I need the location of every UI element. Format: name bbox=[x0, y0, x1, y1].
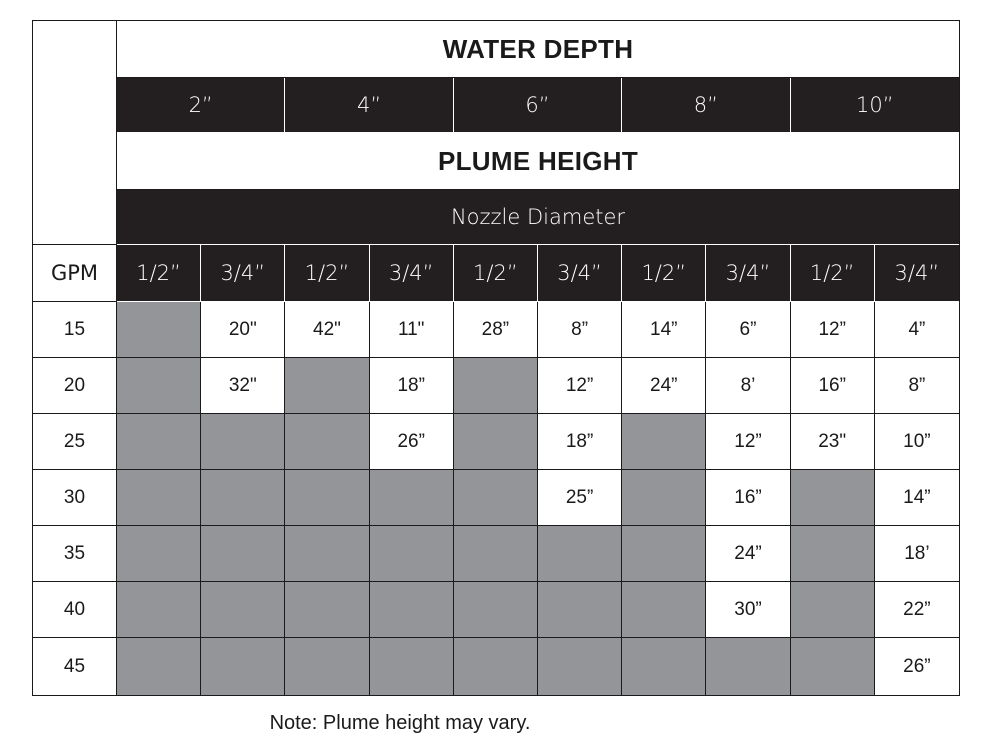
nozzle-size-header: 3/4” bbox=[875, 245, 959, 302]
plume-height-value: 12” bbox=[538, 358, 622, 414]
nozzle-size-header: 3/4” bbox=[201, 245, 285, 302]
plume-height-value: 18” bbox=[370, 358, 454, 414]
empty-cell bbox=[454, 470, 538, 526]
empty-cell bbox=[201, 638, 285, 695]
plume-height-value: 20" bbox=[201, 302, 285, 358]
empty-cell bbox=[117, 302, 201, 358]
gpm-value: 45 bbox=[33, 638, 117, 695]
nozzle-size-header: 1/2” bbox=[285, 245, 369, 302]
empty-cell bbox=[622, 470, 706, 526]
water-depth-header: WATER DEPTH bbox=[117, 21, 959, 78]
plume-height-value: 18’ bbox=[875, 526, 959, 582]
empty-cell bbox=[706, 638, 790, 695]
gpm-value: 15 bbox=[33, 302, 117, 358]
empty-cell bbox=[117, 526, 201, 582]
plume-height-value: 23" bbox=[791, 414, 875, 470]
empty-cell bbox=[454, 526, 538, 582]
empty-cell bbox=[201, 582, 285, 638]
plume-height-value: 26” bbox=[370, 414, 454, 470]
empty-cell bbox=[538, 582, 622, 638]
empty-cell bbox=[454, 414, 538, 470]
gpm-value: 30 bbox=[33, 470, 117, 526]
plume-height-value: 26” bbox=[875, 638, 959, 695]
empty-cell bbox=[622, 526, 706, 582]
nozzle-size-header: 3/4” bbox=[706, 245, 790, 302]
empty-cell bbox=[285, 470, 369, 526]
plume-height-value: 14” bbox=[622, 302, 706, 358]
empty-cell bbox=[285, 638, 369, 695]
plume-height-value: 8’ bbox=[706, 358, 790, 414]
empty-cell bbox=[622, 414, 706, 470]
empty-cell bbox=[622, 638, 706, 695]
plume-height-value: 24” bbox=[706, 526, 790, 582]
empty-cell bbox=[117, 414, 201, 470]
nozzle-size-header: 1/2” bbox=[454, 245, 538, 302]
corner-blank-cell bbox=[33, 21, 117, 245]
plume-height-value: 22” bbox=[875, 582, 959, 638]
plume-height-value: 16” bbox=[791, 358, 875, 414]
empty-cell bbox=[622, 582, 706, 638]
nozzle-size-header: 3/4” bbox=[538, 245, 622, 302]
depth-header-4: 8” bbox=[622, 78, 790, 133]
plume-height-header: PLUME HEIGHT bbox=[117, 133, 959, 190]
plume-height-value: 12” bbox=[791, 302, 875, 358]
plume-height-table bbox=[33, 21, 959, 695]
empty-cell bbox=[201, 470, 285, 526]
empty-cell bbox=[201, 414, 285, 470]
empty-cell bbox=[791, 582, 875, 638]
empty-cell bbox=[791, 470, 875, 526]
depth-header-1: 2” bbox=[117, 78, 285, 133]
gpm-value: 20 bbox=[33, 358, 117, 414]
gpm-value: 25 bbox=[33, 414, 117, 470]
empty-cell bbox=[454, 358, 538, 414]
gpm-value: 40 bbox=[33, 582, 117, 638]
plume-height-value: 8” bbox=[538, 302, 622, 358]
plume-height-value: 16” bbox=[706, 470, 790, 526]
empty-cell bbox=[285, 414, 369, 470]
plume-height-table-frame bbox=[32, 20, 960, 696]
plume-height-value: 24” bbox=[622, 358, 706, 414]
empty-cell bbox=[117, 582, 201, 638]
plume-height-value: 11" bbox=[370, 302, 454, 358]
empty-cell bbox=[370, 582, 454, 638]
empty-cell bbox=[791, 526, 875, 582]
empty-cell bbox=[285, 526, 369, 582]
plume-height-value: 8” bbox=[875, 358, 959, 414]
plume-height-value: 12” bbox=[706, 414, 790, 470]
empty-cell bbox=[285, 582, 369, 638]
nozzle-size-header: 3/4” bbox=[370, 245, 454, 302]
plume-height-value: 10” bbox=[875, 414, 959, 470]
nozzle-size-header: 1/2” bbox=[117, 245, 201, 302]
depth-header-2: 4” bbox=[285, 78, 453, 133]
plume-height-value: 14” bbox=[875, 470, 959, 526]
nozzle-diameter-header: Nozzle Diameter bbox=[117, 190, 959, 245]
nozzle-size-header: 1/2” bbox=[622, 245, 706, 302]
nozzle-size-header: 1/2” bbox=[791, 245, 875, 302]
empty-cell bbox=[117, 638, 201, 695]
empty-cell bbox=[370, 526, 454, 582]
empty-cell bbox=[370, 470, 454, 526]
empty-cell bbox=[201, 526, 285, 582]
empty-cell bbox=[117, 358, 201, 414]
depth-header-5: 10” bbox=[791, 78, 959, 133]
gpm-value: 35 bbox=[33, 526, 117, 582]
empty-cell bbox=[117, 470, 201, 526]
plume-height-value: 6” bbox=[706, 302, 790, 358]
plume-height-value: 42" bbox=[285, 302, 369, 358]
depth-header-3: 6” bbox=[454, 78, 622, 133]
plume-height-value: 18” bbox=[538, 414, 622, 470]
note-text: Note: Plume height may vary. bbox=[269, 712, 531, 734]
empty-cell bbox=[538, 638, 622, 695]
plume-height-value: 25” bbox=[538, 470, 622, 526]
empty-cell bbox=[454, 582, 538, 638]
empty-cell bbox=[538, 526, 622, 582]
plume-height-value: 32" bbox=[201, 358, 285, 414]
empty-cell bbox=[791, 638, 875, 695]
empty-cell bbox=[454, 638, 538, 695]
plume-height-value: 4” bbox=[875, 302, 959, 358]
empty-cell bbox=[370, 638, 454, 695]
empty-cell bbox=[285, 358, 369, 414]
plume-height-value: 30” bbox=[706, 582, 790, 638]
plume-height-value: 28” bbox=[454, 302, 538, 358]
gpm-header: GPM bbox=[33, 245, 117, 302]
